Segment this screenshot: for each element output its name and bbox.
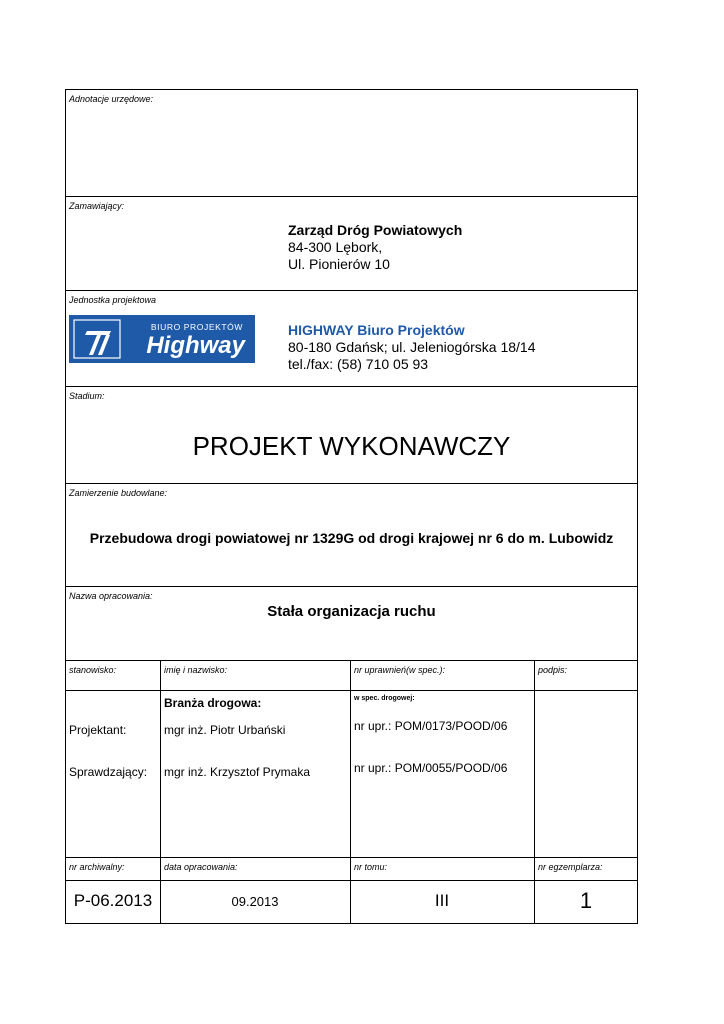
footer-values-row (66, 881, 637, 923)
designer-phone: tel./fax: (58) 710 05 93 (288, 356, 429, 372)
footer-header-archive: nr archiwalny: (69, 862, 125, 872)
staff-header-name: imię i nazwisko: (164, 665, 228, 675)
designer-role: Projektant: (69, 723, 127, 737)
column-divider (534, 691, 535, 857)
staff-header-role: stanowisko: (69, 665, 117, 675)
column-divider (534, 661, 535, 690)
volume-number: III (434, 891, 450, 910)
project-section (66, 484, 637, 587)
client-label: Zamawiający: (69, 201, 125, 211)
column-divider (534, 858, 535, 880)
stage-section (66, 387, 637, 484)
column-divider (160, 858, 161, 880)
designer-label: Jednostka projektowa (69, 295, 157, 305)
designer-name: HIGHWAY Biuro Projektów (288, 322, 465, 338)
logo-small-text: BIURO PROJEKTÓW (150, 322, 243, 332)
client-address-2: Ul. Pionierów 10 (288, 256, 390, 272)
checker-license: nr upr.: POM/0055/POOD/06 (354, 761, 508, 775)
date-value: 09.2013 (231, 894, 279, 909)
column-divider (160, 661, 161, 690)
client-address-1: 84-300 Lębork, (288, 239, 383, 255)
title-page-table (65, 89, 638, 924)
annotations-label: Adnotacje urzędowe: (69, 94, 154, 104)
project-value: Przebudowa drogi powiatowej nr 1329G od drogi krajowej nr 6 do m. Lubowidz (89, 530, 614, 546)
footer-header-copy: nr egzemplarza: (538, 862, 603, 872)
designer-license: nr upr.: POM/0173/POOD/06 (354, 719, 508, 733)
checker-role: Sprawdzający: (69, 765, 148, 779)
highway-logo (69, 315, 255, 363)
annotations-section (66, 90, 637, 197)
designer-address: 80-180 Gdańsk; ul. Jeleniogórska 18/14 (288, 339, 536, 355)
staff-body (66, 691, 637, 858)
footer-header-date: data opracowania: (164, 862, 238, 872)
spec-label: w spec. drogowej: (354, 695, 415, 702)
staff-header-row (66, 661, 637, 691)
copy-number: 1 (579, 888, 593, 913)
footer-header-row (66, 858, 637, 881)
designer-section (66, 291, 637, 387)
column-divider (160, 691, 161, 857)
staff-header-license: nr uprawnień(w spec.): (354, 665, 446, 675)
project-label: Zamierzenie budowlane: (69, 488, 168, 498)
logo-big-text: Highway (146, 332, 245, 359)
column-divider (350, 661, 351, 690)
staff-header-signature: podpis: (538, 665, 568, 675)
stage-value: PROJEKT WYKONAWCZY (192, 431, 511, 461)
archive-number: P-06.2013 (73, 891, 153, 910)
client-section (66, 197, 637, 291)
column-divider (350, 691, 351, 857)
document-label: Nazwa opracowania: (69, 591, 153, 601)
designer-person: mgr inż. Piotr Urbański (164, 723, 286, 737)
column-divider (350, 858, 351, 880)
footer-header-volume: nr tomu: (354, 862, 388, 872)
stage-label: Stadium: (69, 391, 105, 401)
client-name: Zarząd Dróg Powiatowych (288, 222, 463, 238)
document-value: Stała organizacja ruchu (267, 603, 436, 620)
branch-label: Branża drogowa: (164, 696, 262, 710)
document-section (66, 587, 637, 661)
checker-person: mgr inż. Krzysztof Prymaka (164, 765, 311, 779)
